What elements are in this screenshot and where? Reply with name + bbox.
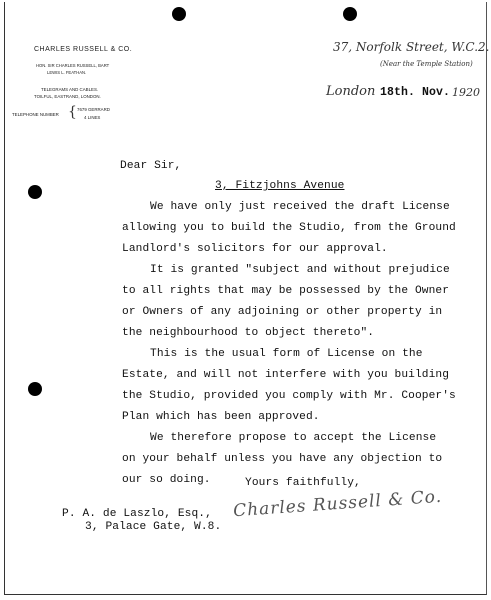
partners-line-2: LEWIS L. FEATHAN.	[47, 70, 87, 75]
date-year: 1920	[452, 86, 480, 99]
body-line-9: Estate, and will not interfere with you building	[122, 369, 450, 381]
punch-hole-top-right	[343, 7, 357, 21]
salutation: Dear Sir,	[120, 160, 182, 172]
handwritten-signature: Charles Russell & Co.	[232, 486, 443, 522]
telegrams-line-2: TOILFUL, EASTRAND, LONDON.	[34, 94, 101, 99]
office-address: 37, Norfolk Street, W.C.2.	[333, 40, 490, 54]
telephone-lines: 4 LINES	[84, 115, 101, 120]
recipient-name: P. A. de Laszlo, Esq.,	[62, 508, 212, 520]
body-line-7: the neighbourhood to object thereto".	[122, 327, 375, 339]
body-line-12: We therefore propose to accept the License	[150, 432, 437, 444]
body-line-5: to all rights that may be possessed by the Owner	[122, 285, 450, 297]
letter-subject: 3, Fitzjohns Avenue	[215, 180, 345, 192]
body-line-2: allowing you to build the Studio, from the Ground	[122, 222, 456, 234]
body-line-10: the Studio, provided you comply with Mr. Cooper's	[122, 390, 456, 402]
telephone-brace: {	[68, 104, 77, 120]
punch-hole-top-left	[172, 7, 186, 21]
body-line-6: or Owners of any adjoining or other property in	[122, 306, 443, 318]
telephone-label: TELEPHONE NUMBER	[12, 112, 59, 117]
telephone-number: 7679 GERRARD	[77, 107, 110, 112]
punch-hole-left-lower	[28, 382, 42, 396]
telegrams-line-1: TELEGRAMS AND CABLES.	[41, 87, 99, 92]
body-line-11: Plan which has been approved.	[122, 411, 320, 423]
firm-name: CHARLES RUSSELL & CO.	[34, 46, 133, 53]
body-line-8: This is the usual form of License on the	[150, 348, 423, 360]
body-line-1: We have only just received the draft License	[150, 201, 450, 213]
date-day-month: 18th. Nov.	[380, 86, 451, 99]
recipient-address: 3, Palace Gate, W.8.	[85, 521, 222, 533]
partners-line-1: HON. SIR CHARLES RUSSELL, BART	[36, 63, 110, 68]
body-line-3: Landlord's solicitors for our approval.	[122, 243, 388, 255]
body-line-14: our so doing.	[122, 474, 211, 486]
office-address-note: (Near the Temple Station)	[380, 60, 473, 68]
date-place: London	[326, 84, 376, 99]
body-line-4: It is granted "subject and without prejudice	[150, 264, 450, 276]
closing: Yours faithfully,	[245, 477, 361, 489]
body-line-13: on your behalf unless you have any objection to	[122, 453, 443, 465]
punch-hole-left-upper	[28, 185, 42, 199]
